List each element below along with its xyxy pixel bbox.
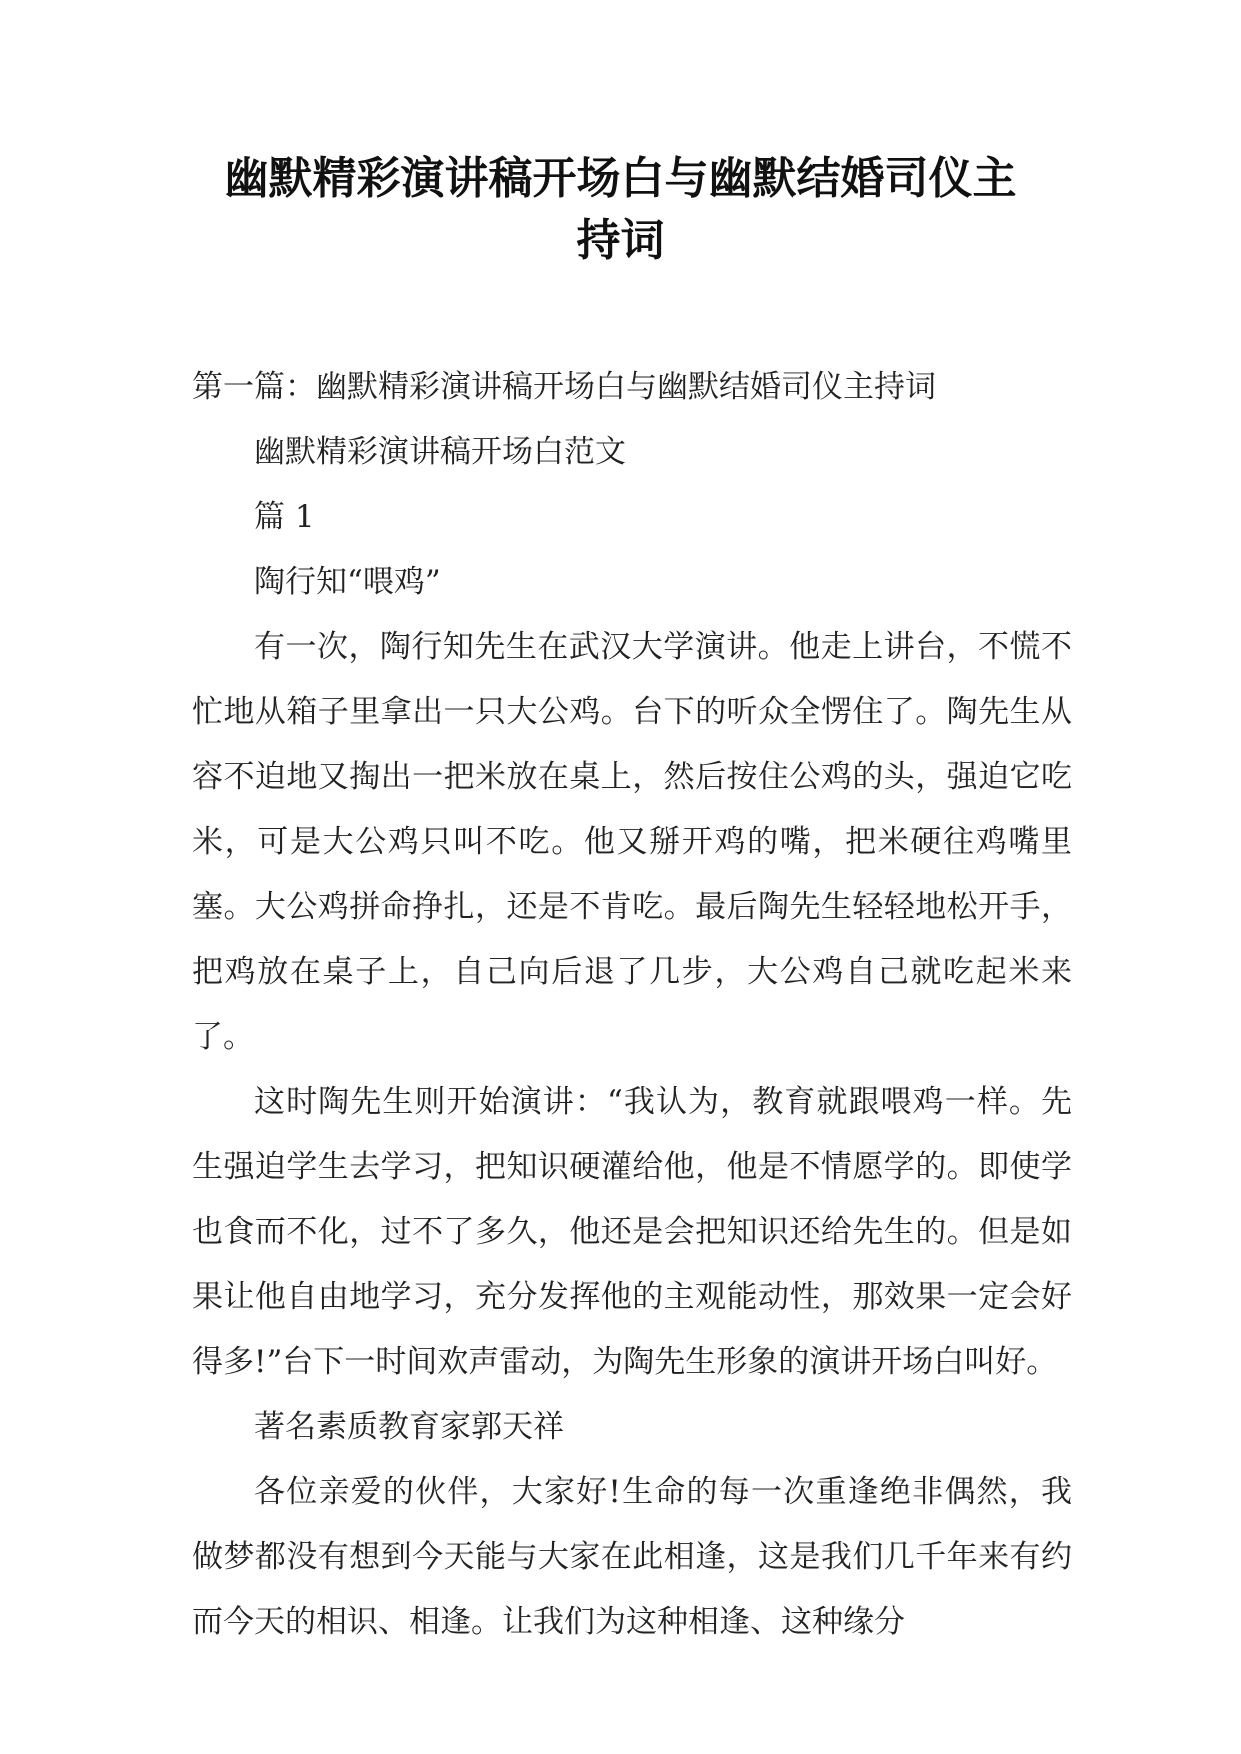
story-title: 陶行知“喂鸡” <box>254 564 441 600</box>
paragraph: 有一次，陶行知先生在武汉大学演讲。他走上讲台，不慌不忙地从箱子里拿出一只大公鸡。台下的听众全愣住了。陶先生从容不迫地又掏出一把米放在桌上，然后按住公鸡的头，强迫它吃米，可是大公鸡只叫不吃。他又掰开鸡的嘴，把米硬往鸡嘴里塞。大公鸡拼命挣扎，还是不肯吃。最后陶先生轻轻地松开手，把鸡放在桌子上，自己向后退了几步，大公鸡自己就吃起米来了。 <box>192 629 1072 1055</box>
speaker-heading: 著名素质教育家郭天祥 <box>254 1409 564 1445</box>
document-title <box>180 148 1061 272</box>
title-line-2: 持词 <box>576 215 665 266</box>
paragraph: 这时陶先生则开始演讲：“我认为，教育就跟喂鸡一样。先生强迫学生去学习，把知识硬灌给他，他是不情愿学的。即使学也食而不化，过不了多久，他还是会把知识还给先生的。但是如果让他自由地学习，充分发挥他的主观能动性，那效果一定会好得多!”台下一时间欢声雷动，为陶先生形象的演讲开场白叫好。 <box>192 1084 1072 1380</box>
subheading: 幽默精彩演讲稿开场白范文 <box>254 434 626 470</box>
paragraph: 各位亲爱的伙伴，大家好!生命的每一次重逢绝非偶然，我做梦都没有想到今天能与大家在此相逢，这是我们几千年来有约而今天的相识、相逢。让我们为这种相逢、这种缘分 <box>192 1474 1072 1640</box>
document-body <box>192 355 1072 1655</box>
article-number: 篇 1 <box>254 499 315 535</box>
section-heading: 第一篇：幽默精彩演讲稿开场白与幽默结婚司仪主持词 <box>192 369 936 405</box>
title-line-1: 幽默精彩演讲稿开场白与幽默结婚司仪主 <box>224 153 1017 204</box>
